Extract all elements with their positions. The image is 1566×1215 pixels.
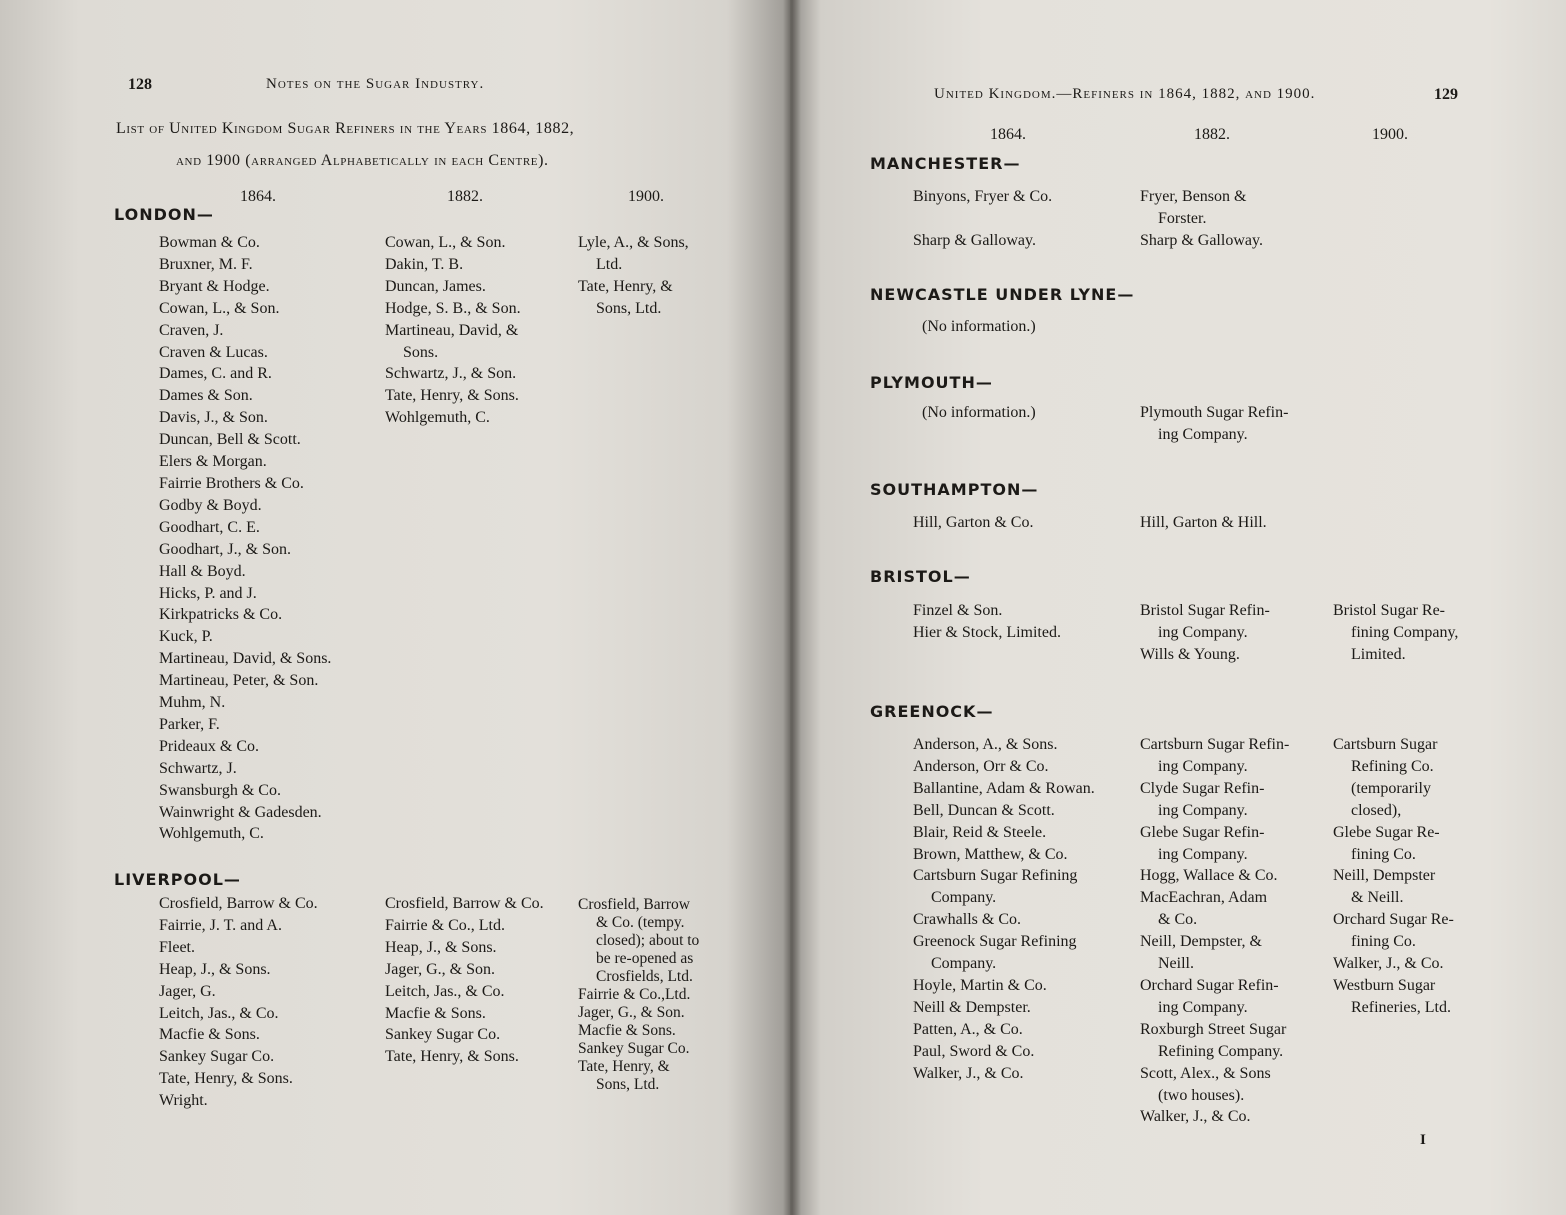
refiner-entry: Brown, Matthew, & Co.	[913, 845, 1068, 863]
refiner-entry: Forster.	[1158, 209, 1207, 227]
refiner-entry: & Co. (tempy.	[596, 914, 685, 931]
greenock-1900-list	[1333, 734, 1454, 1019]
refiner-entry: (temporarily	[1351, 779, 1431, 797]
refiner-entry: Swansburgh & Co.	[159, 781, 281, 799]
refiner-entry: Neill.	[1158, 955, 1194, 973]
liverpool-1900-list	[578, 896, 699, 1094]
refiner-entry: fining Co.	[1351, 933, 1416, 951]
london-1864-list	[159, 232, 331, 845]
refiner-entry: Dames, C. and R.	[159, 365, 272, 383]
refiner-entry: be re-opened as	[596, 950, 694, 967]
refiner-entry: Lyle, A., & Sons,	[578, 234, 689, 251]
southampton-1864-list	[913, 512, 1033, 534]
right-page	[790, 0, 1566, 1215]
refiner-entry: Clyde Sugar Refin-	[1140, 779, 1265, 797]
refiner-entry: Plymouth Sugar Refin-	[1140, 404, 1289, 421]
liverpool-1882-list	[385, 893, 544, 1068]
manchester-1864-list	[913, 186, 1052, 252]
refiner-entry: Jager, G., & Son.	[385, 960, 496, 978]
year-header-1882: 1882.	[447, 188, 483, 205]
refiner-entry: Fleet.	[159, 938, 195, 956]
bristol-1882-list	[1140, 600, 1270, 666]
refiner-entry: Macfie & Sons.	[385, 1004, 486, 1022]
city-heading-london: LONDON—	[114, 205, 214, 224]
refiner-entry: Crosfield, Barrow & Co.	[385, 895, 544, 912]
refiner-entry: Patten, A., & Co.	[913, 1020, 1023, 1038]
refiner-entry: Sons, Ltd.	[596, 1076, 660, 1093]
refiner-entry: Macfie & Sons.	[159, 1026, 260, 1044]
refiner-entry: Sharp & Galloway.	[1140, 231, 1263, 249]
refiner-entry: Glebe Sugar Re-	[1333, 823, 1440, 841]
refiner-entry	[913, 208, 1052, 230]
refiner-entry: Hill, Garton & Hill.	[1140, 514, 1267, 531]
refiner-entry: Cartsburn Sugar Refin-	[1140, 736, 1290, 753]
refiner-entry: ing Company.	[1158, 757, 1248, 775]
refiner-entry: Bell, Duncan & Scott.	[913, 801, 1055, 819]
refiner-entry: Wohlgemuth, C.	[159, 825, 264, 843]
refiner-entry: Walker, J., & Co.	[1333, 955, 1444, 973]
refiner-entry: Macfie & Sons.	[578, 1022, 676, 1039]
signature-mark: I	[1420, 1132, 1426, 1148]
greenock-1882-list	[1140, 734, 1289, 1128]
refiner-entry: & Neill.	[1351, 889, 1404, 907]
refiner-entry: Bryant & Hodge.	[159, 277, 270, 295]
refiner-entry: Davis, J., & Son.	[159, 409, 268, 427]
refiner-entry: Tate, Henry, & Sons.	[385, 387, 519, 405]
refiner-entry: Cowan, L., & Son.	[159, 299, 280, 317]
refiner-entry: Dames & Son.	[159, 387, 253, 405]
refiner-entry: Goodhart, J., & Son.	[159, 540, 291, 558]
refiner-entry: Company.	[931, 889, 997, 907]
refiner-entry: Hall & Boyd.	[159, 562, 246, 580]
refiner-entry: Hodge, S. B., & Son.	[385, 299, 521, 317]
refiner-entry: Wright.	[159, 1092, 208, 1110]
refiner-entry: Walker, J., & Co.	[1140, 1108, 1251, 1126]
newcastle-note: (No information.)	[922, 318, 1036, 335]
refiner-entry: MacEachran, Adam	[1140, 889, 1268, 907]
city-heading-southampton: SOUTHAMPTON—	[870, 480, 1039, 499]
refiner-entry: Dakin, T. B.	[385, 255, 464, 273]
year-header-1864: 1864.	[240, 188, 276, 205]
refiner-entry: Bruxner, M. F.	[159, 255, 253, 273]
refiner-entry: closed),	[1351, 801, 1402, 819]
refiner-entry: fining Company,	[1351, 623, 1459, 641]
book-gutter	[783, 0, 801, 1215]
refiner-entry: Crosfields, Ltd.	[596, 968, 693, 985]
refiner-entry: Fairrie Brothers & Co.	[159, 474, 304, 492]
refiner-entry: Neill & Dempster.	[913, 998, 1031, 1016]
refiner-entry: Craven & Lucas.	[159, 343, 268, 361]
refiner-entry: fining Co.	[1351, 845, 1416, 863]
refiner-entry: Westburn Sugar	[1333, 976, 1436, 994]
refiner-entry: Martineau, David, &	[385, 321, 519, 339]
refiner-entry: (No information.)	[922, 404, 1036, 421]
refiner-entry: Company.	[931, 955, 997, 973]
refiner-entry: Anderson, Orr & Co.	[913, 757, 1049, 775]
refiner-entry: Sankey Sugar Co.	[385, 1026, 501, 1044]
refiner-entry: Ballantine, Adam & Rowan.	[913, 779, 1095, 797]
greenock-1864-list	[913, 734, 1095, 1085]
refiner-entry: ing Company.	[1158, 998, 1248, 1016]
refiner-entry: Limited.	[1351, 645, 1406, 663]
refiner-entry: Martineau, Peter, & Son.	[159, 672, 319, 690]
refiner-entry: Greenock Sugar Refining	[913, 933, 1077, 951]
refiner-entry: Schwartz, J., & Son.	[385, 365, 517, 383]
right-running-head: United Kingdom.—Refiners in 1864, 1882, and 1900.	[934, 86, 1316, 102]
refiner-entry: Godby & Boyd.	[159, 496, 262, 514]
refiner-entry: Finzel & Son.	[913, 602, 1003, 619]
right-year-header-1900: 1900.	[1372, 126, 1408, 143]
list-title-line-1: List of United Kingdom Sugar Refiners in the Years 1864, 1882,	[116, 120, 575, 137]
refiner-entry: Refining Company.	[1158, 1042, 1284, 1060]
refiner-entry: Duncan, Bell & Scott.	[159, 431, 301, 449]
refiner-entry: Tate, Henry, & Sons.	[385, 1048, 519, 1066]
refiner-entry: ing Company.	[1158, 425, 1248, 443]
refiner-entry: Heap, J., & Sons.	[159, 960, 271, 978]
refiner-entry: Wainwright & Gadesden.	[159, 803, 322, 821]
refiner-entry: Roxburgh Street Sugar	[1140, 1020, 1287, 1038]
refiner-entry: Heap, J., & Sons.	[385, 938, 497, 956]
refiner-entry: Bristol Sugar Re-	[1333, 602, 1445, 619]
refiner-entry: Jager, G.	[159, 982, 216, 1000]
plymouth-1864-list	[922, 402, 1036, 424]
refiner-entry: Blair, Reid & Steele.	[913, 823, 1047, 841]
refiner-entry: Leitch, Jas., & Co.	[159, 1004, 279, 1022]
right-page-number: 129	[1434, 86, 1458, 103]
refiner-entry: Tate, Henry, &	[578, 1058, 670, 1075]
city-heading-manchester: MANCHESTER—	[870, 154, 1021, 173]
refiner-entry: Hicks, P. and J.	[159, 584, 257, 602]
refiner-entry: Fairrie & Co., Ltd.	[385, 916, 505, 934]
refiner-entry: Schwartz, J.	[159, 759, 237, 777]
refiner-entry: Scott, Alex., & Sons	[1140, 1064, 1271, 1082]
refiner-entry: Prideaux & Co.	[159, 737, 259, 755]
refiner-entry: Leitch, Jas., & Co.	[385, 982, 505, 1000]
refiner-entry: Wohlgemuth, C.	[385, 409, 490, 427]
refiner-entry: Anderson, A., & Sons.	[913, 736, 1058, 753]
refiner-entry: Glebe Sugar Refin-	[1140, 823, 1265, 841]
london-1900-list	[578, 232, 689, 320]
refiner-entry: & Co.	[1158, 911, 1198, 929]
refiner-entry: ing Company.	[1158, 801, 1248, 819]
city-heading-newcastle: NEWCASTLE UNDER LYNE—	[870, 285, 1135, 304]
refiner-entry: closed); about to	[596, 932, 700, 949]
city-heading-bristol: BRISTOL—	[870, 567, 971, 586]
right-year-header-1882: 1882.	[1194, 126, 1230, 143]
refiner-entry: Fairrie, J. T. and A.	[159, 916, 282, 934]
refiner-entry: Sankey Sugar Co.	[578, 1040, 690, 1057]
refiner-entry: Refineries, Ltd.	[1351, 998, 1451, 1016]
year-header-1900: 1900.	[628, 188, 664, 205]
refiner-entry: Tate, Henry, &	[578, 277, 673, 295]
refiner-entry: Craven, J.	[159, 321, 224, 339]
refiner-entry: ing Company.	[1158, 845, 1248, 863]
refiner-entry: Goodhart, C. E.	[159, 518, 260, 536]
right-year-header-1864: 1864.	[990, 126, 1026, 143]
refiner-entry: Cartsburn Sugar	[1333, 736, 1438, 753]
plymouth-1882-list	[1140, 402, 1288, 446]
refiner-entry: Neill, Dempster	[1333, 867, 1436, 885]
refiner-entry: Sankey Sugar Co.	[159, 1048, 275, 1066]
refiner-entry: Muhm, N.	[159, 694, 226, 712]
refiner-entry: Orchard Sugar Re-	[1333, 911, 1454, 929]
left-page-number: 128	[128, 76, 152, 93]
london-1882-list	[385, 232, 521, 429]
left-running-head: Notes on the Sugar Industry.	[266, 76, 485, 92]
refiner-entry: Hogg, Wallace & Co.	[1140, 867, 1278, 885]
refiner-entry: Elers & Morgan.	[159, 453, 267, 471]
refiner-entry: Jager, G., & Son.	[578, 1004, 685, 1021]
refiner-entry: Duncan, James.	[385, 277, 486, 295]
refiner-entry: Martineau, David, & Sons.	[159, 650, 332, 668]
city-heading-greenock: GREENOCK—	[870, 702, 994, 721]
bristol-1864-list	[913, 600, 1061, 644]
refiner-entry: Crawhalls & Co.	[913, 911, 1021, 929]
refiner-entry: Fryer, Benson &	[1140, 188, 1247, 205]
manchester-1882-list	[1140, 186, 1263, 252]
refiner-entry: Binyons, Fryer & Co.	[913, 188, 1053, 205]
refiner-entry: Cartsburn Sugar Refining	[913, 867, 1078, 885]
refiner-entry: Bowman & Co.	[159, 234, 260, 251]
refiner-entry: Bristol Sugar Refin-	[1140, 602, 1270, 619]
refiner-entry: Tate, Henry, & Sons.	[159, 1070, 293, 1088]
liverpool-1864-list	[159, 893, 318, 1112]
refiner-entry: Neill, Dempster, &	[1140, 933, 1262, 951]
refiner-entry: Walker, J., & Co.	[913, 1064, 1024, 1082]
refiner-entry: Paul, Sword & Co.	[913, 1042, 1035, 1060]
refiner-entry: Crosfield, Barrow	[578, 896, 690, 913]
refiner-entry: Hill, Garton & Co.	[913, 514, 1034, 531]
refiner-entry: Orchard Sugar Refin-	[1140, 976, 1279, 994]
city-heading-plymouth: PLYMOUTH—	[870, 373, 993, 392]
refiner-entry: Cowan, L., & Son.	[385, 234, 506, 251]
refiner-entry: Wills & Young.	[1140, 645, 1240, 663]
refiner-entry: Kirkpatricks & Co.	[159, 606, 283, 624]
refiner-entry: Refining Co.	[1351, 757, 1434, 775]
refiner-entry: Fairrie & Co.,Ltd.	[578, 986, 691, 1003]
refiner-entry: Sharp & Galloway.	[913, 231, 1036, 249]
refiner-entry: Hoyle, Martin & Co.	[913, 976, 1047, 994]
bristol-1900-list	[1333, 600, 1458, 666]
refiner-entry: Sons, Ltd.	[596, 299, 662, 317]
refiner-entry: ing Company.	[1158, 623, 1248, 641]
refiner-entry: Hier & Stock, Limited.	[913, 623, 1061, 641]
refiner-entry: Crosfield, Barrow & Co.	[159, 895, 318, 912]
refiner-entry: Ltd.	[596, 255, 623, 273]
list-title-line-2: and 1900 (arranged Alphabetically in each Centre).	[176, 152, 549, 169]
refiner-entry: (two houses).	[1158, 1086, 1245, 1104]
city-heading-liverpool: LIVERPOOL—	[114, 870, 241, 889]
southampton-1882-list	[1140, 512, 1267, 534]
refiner-entry: Parker, F.	[159, 715, 220, 733]
refiner-entry: Kuck, P.	[159, 628, 213, 646]
refiner-entry: Sons.	[403, 343, 439, 361]
